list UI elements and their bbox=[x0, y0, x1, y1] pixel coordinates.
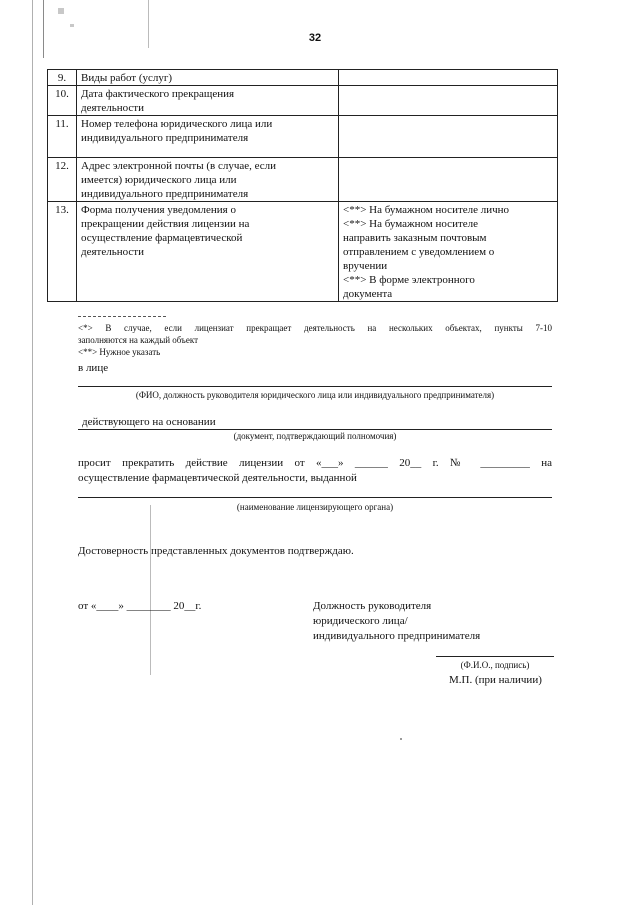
basis-line bbox=[78, 429, 552, 430]
field-name-line: прекращении действия лицензии на bbox=[81, 218, 250, 230]
position-line-3: индивидуального предпринимателя bbox=[313, 630, 481, 642]
confirmation-text: Достоверность представленных документов подтверждаю. bbox=[78, 545, 354, 557]
field-value[interactable] bbox=[339, 86, 558, 116]
row-number: 12. bbox=[48, 158, 77, 202]
table-row bbox=[48, 70, 558, 86]
scan-speck bbox=[58, 8, 64, 14]
request-line: просит прекратить действие лицензии от «___» ______ 20__ г. № _________ на bbox=[78, 457, 552, 469]
field-name-line: деятельности bbox=[81, 102, 144, 114]
field-name-line: индивидуального предпринимателя bbox=[81, 132, 249, 144]
scan-speck bbox=[70, 24, 74, 27]
field-name bbox=[77, 70, 339, 86]
stamp-label: М.П. (при наличии) bbox=[449, 674, 542, 686]
field-name bbox=[77, 202, 339, 302]
signature-caption: (Ф.И.О., подпись) bbox=[460, 660, 530, 670]
footnote-1-line-2: заполняются на каждый объект bbox=[78, 335, 199, 345]
scan-margin-line bbox=[43, 0, 44, 58]
field-name-line: индивидуального предпринимателя bbox=[81, 188, 249, 200]
field-name bbox=[77, 158, 339, 202]
position-line-2: юридического лица/ bbox=[313, 615, 408, 627]
table-row bbox=[48, 202, 558, 302]
field-name-line: осуществление фармацевтической bbox=[81, 232, 243, 244]
field-value-option: документа bbox=[343, 288, 393, 300]
field-value-option: отправлением с уведомлением о bbox=[343, 246, 495, 258]
page-number: 32 bbox=[308, 32, 322, 44]
field-name-line: Дата фактического прекращения bbox=[81, 88, 235, 100]
row-number: 9. bbox=[48, 70, 77, 86]
footnote-2: <**> Нужное указать bbox=[78, 347, 161, 357]
field-value-option: <**> В форме электронного bbox=[343, 274, 475, 286]
document-caption: (документ, подтверждающий полномочия) bbox=[233, 431, 397, 441]
acting-basis-label: действующего на основании bbox=[82, 416, 216, 428]
date-line: от «____» ________ 20__г. bbox=[78, 600, 202, 612]
field-name-line: Адрес электронной почты (в случае, если bbox=[81, 160, 277, 172]
field-value-option: направить заказным почтовым bbox=[343, 232, 487, 244]
signature-line bbox=[436, 656, 554, 657]
license-form-table bbox=[47, 69, 558, 302]
footnote-divider bbox=[78, 316, 166, 317]
fio-caption: (ФИО, должность руководителя юридического лица или индивидуального предпринимателя) bbox=[135, 390, 495, 400]
table-row bbox=[48, 158, 558, 202]
field-name-line: деятельности bbox=[81, 246, 144, 258]
field-value-option: вручении bbox=[343, 260, 388, 272]
in-person-label: в лице bbox=[78, 362, 109, 374]
field-value[interactable] bbox=[339, 202, 558, 302]
field-value[interactable] bbox=[339, 70, 558, 86]
row-number: 11. bbox=[48, 116, 77, 158]
authority-line bbox=[78, 497, 552, 498]
field-name-line: Форма получения уведомления о bbox=[81, 204, 236, 216]
scan-margin-line bbox=[32, 0, 33, 905]
fio-line bbox=[78, 386, 552, 387]
authority-caption: (наименование лицензирующего органа) bbox=[236, 502, 394, 512]
scan-speck bbox=[400, 738, 402, 740]
field-value-option: <**> На бумажном носителе bbox=[343, 218, 479, 230]
field-value[interactable] bbox=[339, 116, 558, 158]
row-number: 10. bbox=[48, 86, 77, 116]
field-name-line: Виды работ (услуг) bbox=[81, 72, 173, 84]
table-row bbox=[48, 116, 558, 158]
row-number: 13. bbox=[48, 202, 77, 302]
position-line-1: Должность руководителя bbox=[313, 600, 432, 612]
scan-margin-line bbox=[150, 505, 151, 675]
table-row bbox=[48, 86, 558, 116]
scan-margin-line bbox=[148, 0, 149, 48]
field-name bbox=[77, 116, 339, 158]
field-name-line: имеется) юридического лица или bbox=[81, 174, 237, 186]
field-name-line: Номер телефона юридического лица или bbox=[81, 118, 273, 130]
field-value[interactable] bbox=[339, 158, 558, 202]
footnote-1-line-1: <*> В случае, если лицензиат прекращает деятельность на нескольких объектах, пункты 7-10 bbox=[78, 323, 552, 333]
field-name bbox=[77, 86, 339, 116]
request-line-2: осуществление фармацевтической деятельности, выданной bbox=[78, 472, 357, 484]
field-value-option: <**> На бумажном носителе лично bbox=[343, 204, 510, 216]
